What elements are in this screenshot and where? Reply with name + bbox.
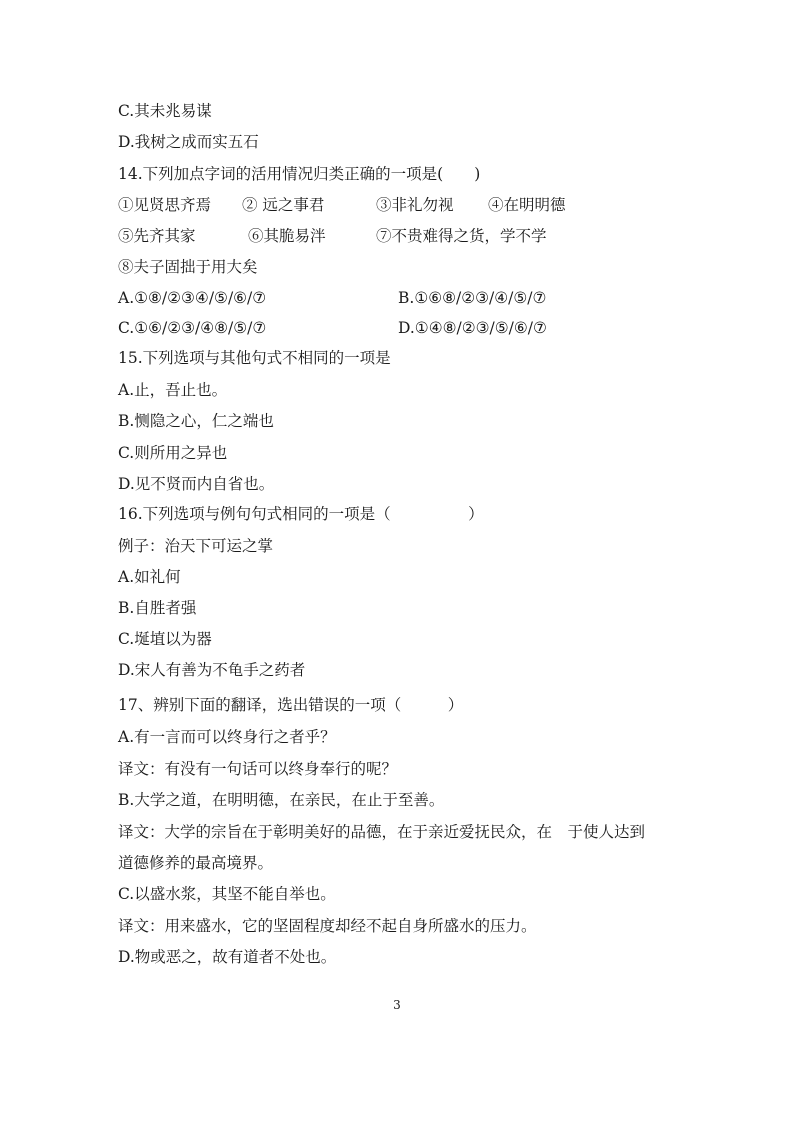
q17-option-d: D.物或恶之，故有道者不处也。 bbox=[118, 948, 337, 966]
q17-option-a: A.有一言而可以终身行之者乎？ bbox=[118, 728, 336, 746]
q13-option-c: C.其未兆易谋 bbox=[118, 102, 212, 120]
q14-option-b: B.①⑥⑧/②③/④/⑤/⑦ bbox=[398, 289, 547, 307]
q14-option-a: A.①⑧/②③④/⑤/⑥/⑦ bbox=[118, 289, 267, 307]
q16-example: 例子：治天下可运之掌 bbox=[118, 537, 274, 555]
q14-item-7: ⑦不贵难得之货，学不学 bbox=[376, 227, 547, 245]
page-number: 3 bbox=[393, 998, 401, 1012]
q14-item-1: ①见贤思齐焉 bbox=[118, 196, 212, 214]
q14-item-6: ⑥其脆易泮 bbox=[248, 227, 326, 245]
q14-item-8: ⑧夫子固拙于用大矣 bbox=[118, 258, 258, 276]
q16-option-c: C.埏埴以为器 bbox=[118, 630, 212, 648]
q15-option-d: D.见不贤而内自省也。 bbox=[118, 475, 275, 493]
q14-item-3: ③非礼勿视 bbox=[376, 196, 454, 214]
q17-option-b: B.大学之道，在明明德，在亲民，在止于至善。 bbox=[118, 791, 445, 809]
q15-stem: 15.下列选项与其他句式不相同的一项是 bbox=[118, 349, 391, 367]
q16-option-d: D.宋人有善为不龟手之药者 bbox=[118, 661, 306, 679]
q17-option-a-translation: 译文：有没有一句话可以终身奉行的呢？ bbox=[118, 760, 398, 778]
q14-option-c: C.①⑥/②③/④⑧/⑤/⑦ bbox=[118, 319, 267, 337]
q15-option-a: A.止，吾止也。 bbox=[118, 381, 228, 399]
q13-option-d: D.我树之成而实五石 bbox=[118, 133, 259, 151]
q16-option-a: A.如礼何 bbox=[118, 568, 181, 586]
q14-item-4: ④在明明德 bbox=[488, 196, 566, 214]
q16-option-b: B.自胜者强 bbox=[118, 599, 197, 617]
q14-stem: 14.下列加点字词的活用情况归类正确的一项是( ) bbox=[118, 165, 481, 183]
q17-option-b-translation-line1: 译文：大学的宗旨在于彰明美好的品德，在于亲近爱抚民众，在 于使人达到 bbox=[118, 823, 646, 841]
q16-stem: 16.下列选项与例句句式相同的一项是（ ） bbox=[118, 505, 484, 523]
q14-item-2: ② 远之事君 bbox=[242, 196, 325, 214]
q14-item-5: ⑤先齐其家 bbox=[118, 227, 196, 245]
q17-option-c: C.以盛水浆，其坚不能自举也。 bbox=[118, 885, 336, 903]
q17-stem: 17、辨别下面的翻译，选出错误的一项（ ） bbox=[118, 696, 464, 714]
q17-option-c-translation: 译文：用来盛水，它的坚固程度却经不起自身所盛水的压力。 bbox=[118, 917, 537, 935]
q14-option-d: D.①④⑧/②③/⑤/⑥/⑦ bbox=[398, 319, 547, 337]
q15-option-c: C.则所用之异也 bbox=[118, 444, 228, 462]
q15-option-b: B.恻隐之心，仁之端也 bbox=[118, 412, 274, 430]
q17-option-b-translation-line2: 道德修养的最高境界。 bbox=[118, 854, 274, 872]
